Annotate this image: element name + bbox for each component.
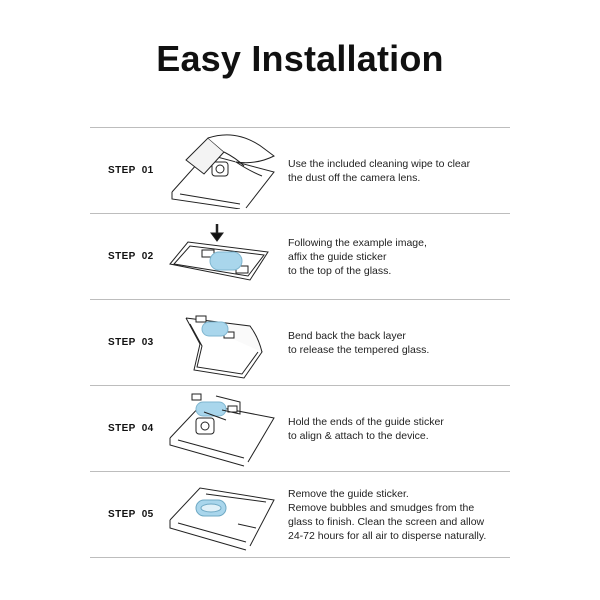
guide-sticker-icon [166,218,278,295]
step-line: glass to finish. Clean the screen and allow [288,515,485,528]
step-line: to release the tempered glass. [288,343,430,356]
step-word: STEP [108,337,136,348]
step-line: to align & attach to the device. [288,429,429,442]
step-row-3 [90,299,510,385]
step-description [288,472,510,557]
step-list [90,127,510,558]
step-label [108,386,154,471]
finished-install-icon [166,476,278,553]
step-number: 05 [141,509,154,520]
step-label [108,128,154,213]
step-word: STEP [108,509,136,520]
step-line: Bend back the back layer [288,329,406,342]
step-line: affix the guide sticker [288,250,387,263]
step-description [288,214,510,299]
step-line: Remove the guide sticker. [288,487,409,500]
step-number: 03 [141,337,154,348]
step-number: 02 [141,251,154,262]
step-label [108,214,154,299]
peel-back-layer-icon [166,304,278,381]
step-row-4 [90,385,510,471]
step-label [108,300,154,385]
step-word: STEP [108,251,136,262]
step-line: Hold the ends of the guide sticker [288,415,444,428]
step-number: 01 [141,165,154,176]
page-title: Easy Installation [156,38,444,79]
step-row-2 [90,213,510,299]
step-description [288,128,510,213]
step-word: STEP [108,165,136,176]
step-line: Remove bubbles and smudges from the [288,501,475,514]
step-description [288,386,510,471]
step-line: 24-72 hours for all air to disperse naturally. [288,529,487,542]
step-line: to the top of the glass. [288,264,392,277]
step-line: Following the example image, [288,236,427,249]
step-row-5 [90,471,510,558]
align-attach-icon [166,390,278,467]
step-line: Use the included cleaning wipe to clear [288,157,471,170]
step-word: STEP [108,423,136,434]
cleaning-wipe-icon [166,132,278,209]
step-line: the dust off the camera lens. [288,171,421,184]
step-description [288,300,510,385]
step-label [108,472,154,557]
step-row-1 [90,127,510,213]
step-number: 04 [141,423,154,434]
